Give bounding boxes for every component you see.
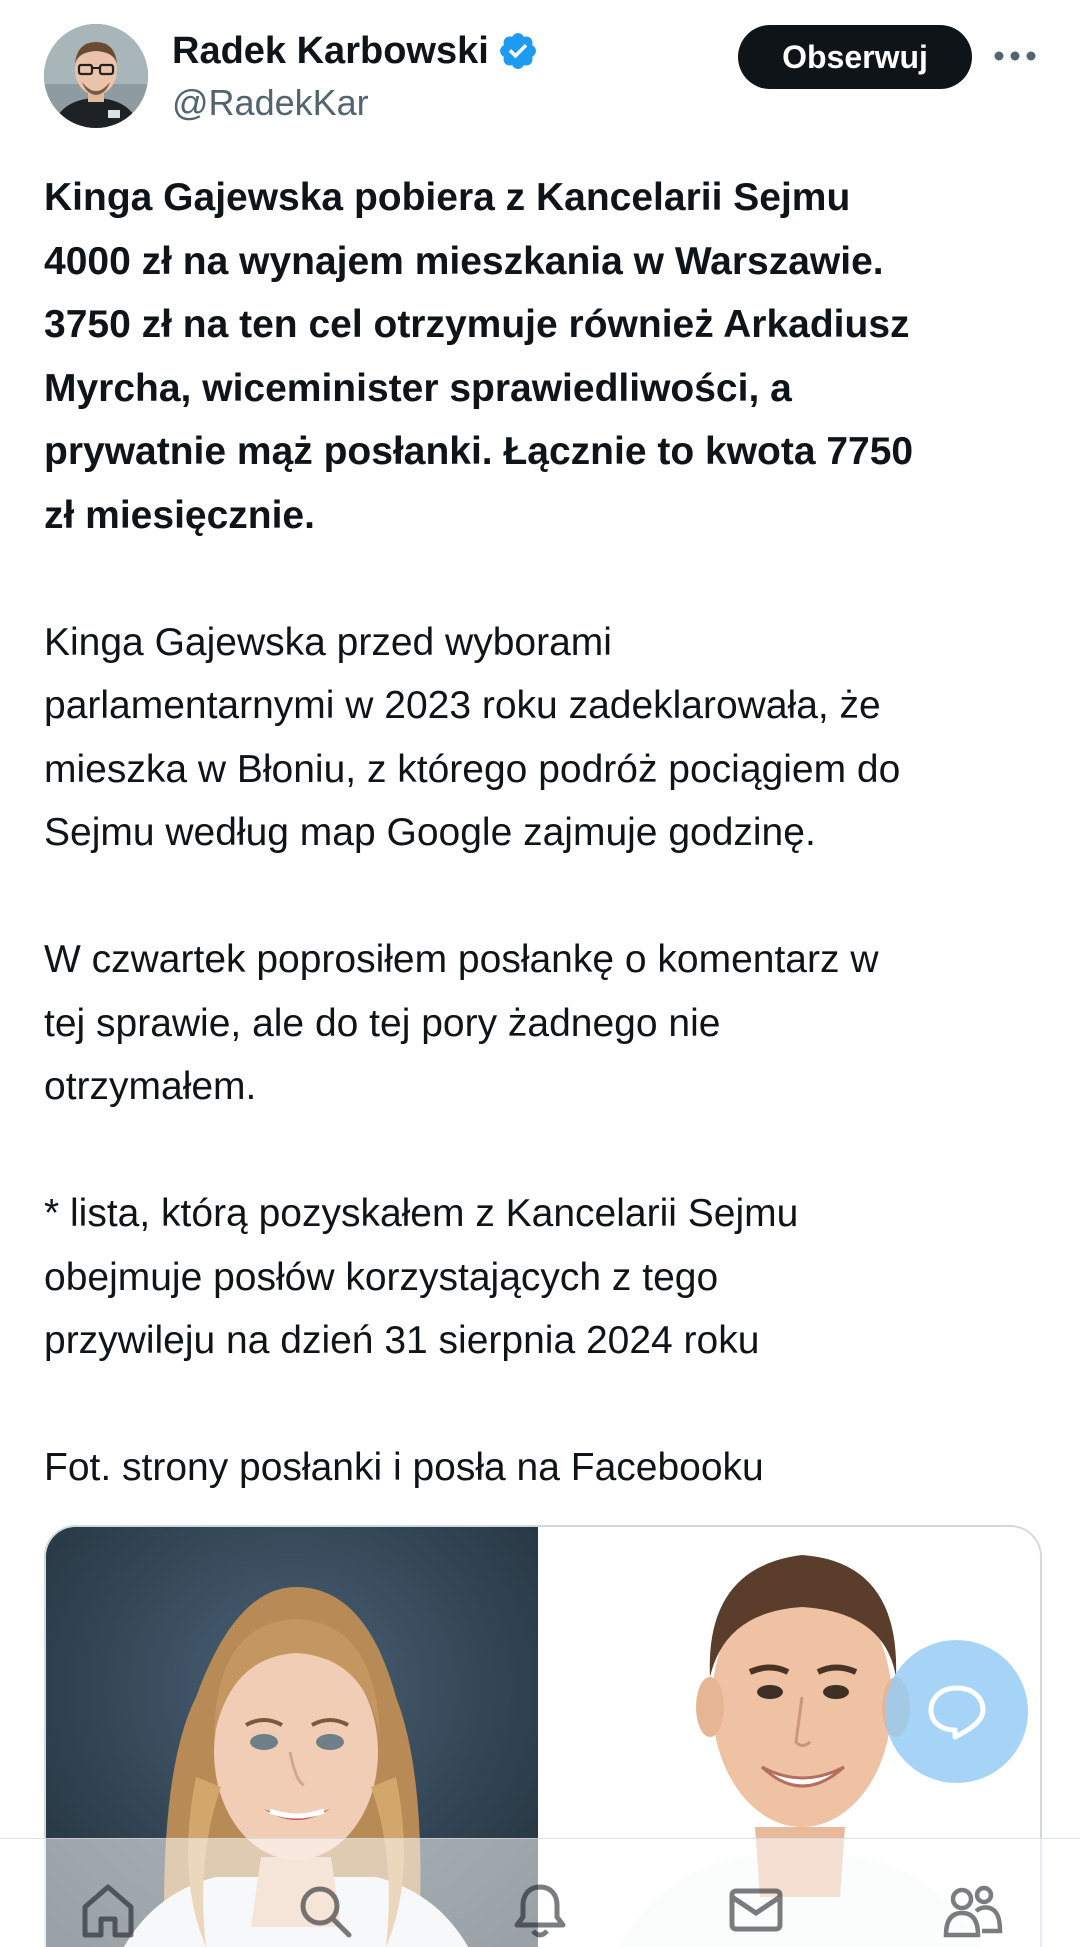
search-icon[interactable] [274,1839,374,1939]
avatar[interactable] [44,24,148,128]
author-info[interactable] [172,26,539,124]
name-row [172,26,539,76]
communities-icon[interactable] [922,1839,1022,1939]
notifications-bell-icon[interactable] [490,1839,590,1939]
handle[interactable]: @RadekKar [172,82,369,123]
tweet-paragraph: Fot. strony posłanki i posła na Facebooku [44,1446,764,1489]
compose-reply-icon[interactable] [885,1640,1028,1783]
tweet-paragraph: W czwartek poprosiłem posłankę o komentarz w tej sprawie, ale do tej pory żadnego nie otrzymałem. [44,938,879,1108]
tweet-paragraph: Kinga Gajewska przed wyborami parlamentarnymi w 2023 roku zadeklarowała, że mieszka w Błoniu, z którego podróż pociągiem do Sejmu według map Google zajmuje godzinę. [44,620,901,854]
tweet-text [44,166,1044,1500]
tweet-paragraph: * lista, którą pozyskałem z Kancelarii Sejmu obejmuje posłów korzystających z tego przywileju na dzień 31 sierpnia 2024 roku [44,1192,799,1362]
tweet-header [44,24,1044,130]
display-name[interactable]: Radek Karbowski [172,29,489,72]
bottom-nav [0,1838,1080,1947]
verified-badge-icon[interactable] [497,30,539,72]
more-options-icon[interactable] [990,36,1040,76]
home-icon[interactable] [58,1839,158,1939]
follow-button[interactable]: Obserwuj [738,25,972,89]
tweet-paragraph-lead: Kinga Gajewska pobiera z Kancelarii Sejmu 4000 zł na wynajem mieszkania w Warszawie. 3750 zł na ten cel otrzymuje również Arkadiusz Myrcha, wiceminister sprawiedliwości, a prywatnie mąż posłanki. Łącznie to kwota 7750 zł miesięcznie. [44,176,914,537]
avatar-portrait-icon [44,24,148,128]
messages-envelope-icon[interactable] [706,1839,806,1939]
